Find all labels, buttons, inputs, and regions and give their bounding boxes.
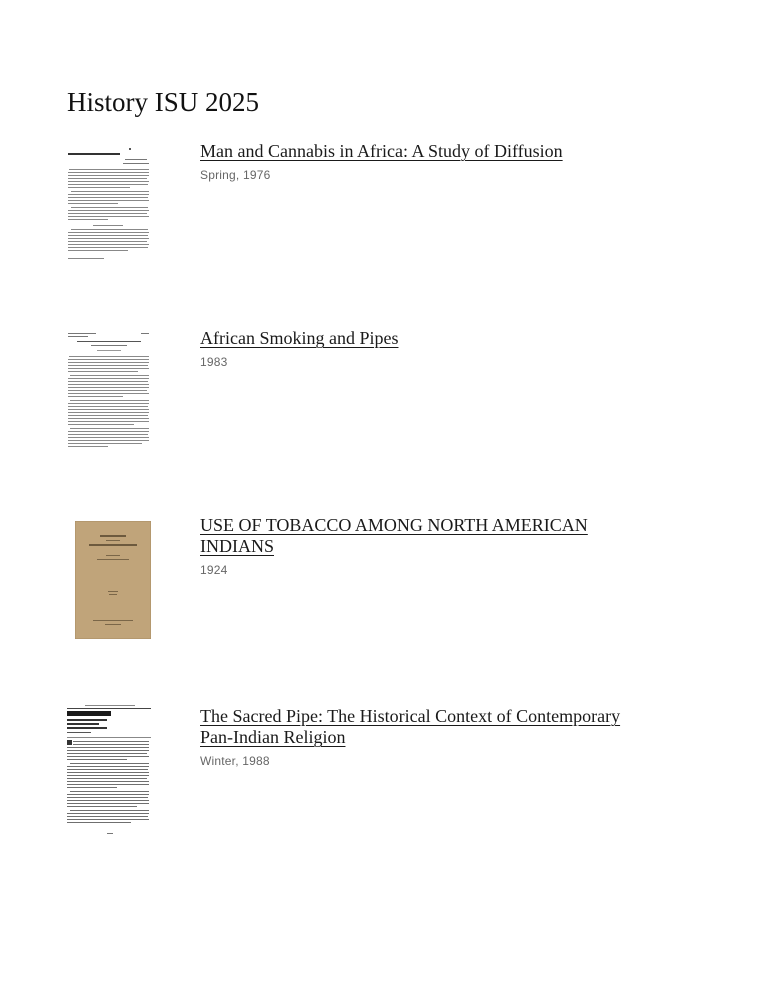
article-page-thumbnail[interactable] (67, 145, 159, 265)
article-page-thumbnail[interactable] (67, 703, 159, 838)
item-title-link[interactable]: African Smoking and Pipes (200, 328, 399, 348)
item-title-link[interactable]: USE OF TOBACCO AMONG NORTH AMERICAN INDIANS (200, 515, 588, 556)
item-date: Winter, 1988 (200, 754, 270, 768)
item-date: Spring, 1976 (200, 168, 271, 182)
page-title: History ISU 2025 (67, 87, 260, 117)
article-page-thumbnail[interactable] (67, 330, 159, 452)
item-date: 1983 (200, 355, 228, 369)
item-title-link[interactable]: Man and Cannabis in Africa: A Study of Diffusion (200, 141, 563, 161)
item-date: 1924 (200, 563, 228, 577)
item-title-link[interactable]: The Sacred Pipe: The Historical Context of Contemporary Pan-Indian Religion (200, 706, 621, 747)
book-cover-thumbnail[interactable] (75, 521, 151, 639)
